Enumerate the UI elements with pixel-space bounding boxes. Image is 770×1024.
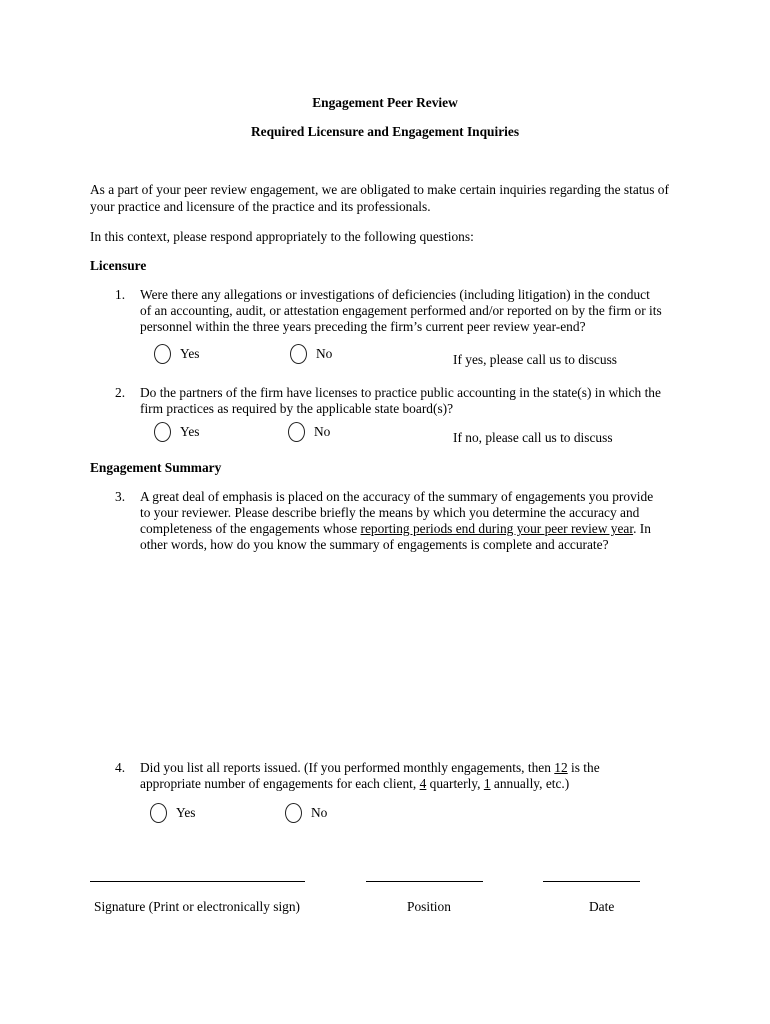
- q4-line1-start: Did you list all reports issued. (If you performed monthly engagements, then: [140, 760, 555, 775]
- q1-no-label: No: [316, 346, 333, 361]
- q2-note: If no, please call us to discuss: [453, 430, 613, 445]
- intro-paragraph: As a part of your peer review engagement, we are obligated to make certain inquiries regarding the status of your practice and licensure of the practice and its professionals.: [90, 182, 669, 214]
- q2-number: 2.: [115, 385, 126, 400]
- q2-no-label: No: [314, 424, 331, 439]
- q4-annual-count: 1: [483, 776, 491, 791]
- q4-line2-start: appropriate number of engagements for each client,: [140, 776, 420, 791]
- q2-yes-radio[interactable]: [154, 422, 171, 442]
- q3-underlined-phrase: reporting periods end during your peer review year: [360, 521, 634, 536]
- q4-yes-radio[interactable]: [150, 803, 167, 823]
- date-line[interactable]: [543, 881, 640, 882]
- q1-line2: of an accounting, audit, or attestation engagement performed and/or reported on by the firm or its: [140, 303, 662, 318]
- q4-monthly-count: 12: [554, 760, 568, 775]
- q4-line2: [140, 776, 569, 792]
- q3-line2: to your reviewer. Please describe briefly the means by which you determine the accuracy and: [140, 505, 640, 520]
- q4-quarterly-count: 4: [419, 776, 427, 791]
- q2-no-radio[interactable]: [288, 422, 305, 442]
- q1-number: 1.: [115, 287, 126, 302]
- q4-yes-label: Yes: [176, 805, 196, 820]
- date-label: Date: [589, 899, 615, 914]
- q2-no-option[interactable]: [288, 422, 330, 442]
- q4-line1: [140, 760, 600, 776]
- page-subtitle: Required Licensure and Engagement Inquiries: [250, 124, 520, 139]
- q3-line4: other words, how do you know the summary of engagements is complete and accurate?: [140, 537, 609, 552]
- q3-line1: A great deal of emphasis is placed on the accuracy of the summary of engagements you provide: [140, 489, 654, 504]
- q4-yes-option[interactable]: [150, 803, 195, 823]
- q1-note: If yes, please call us to discuss: [453, 352, 617, 367]
- q1-yes-option[interactable]: [154, 344, 199, 364]
- q1-line1: Were there any allegations or investigations of deficiencies (including litigation) in the conduct: [140, 287, 650, 302]
- q3-number: 3.: [115, 489, 126, 504]
- q3-line3: [140, 521, 651, 537]
- page-title: Engagement Peer Review: [312, 95, 458, 110]
- q3-line3-end: . In: [633, 521, 651, 536]
- q1-yes-radio[interactable]: [154, 344, 171, 364]
- q4-line2-mid: quarterly,: [426, 776, 484, 791]
- q1-no-option[interactable]: [290, 344, 332, 364]
- position-label: Position: [407, 899, 451, 914]
- licensure-heading: Licensure: [90, 258, 147, 273]
- q4-number: 4.: [115, 760, 126, 775]
- q4-no-radio[interactable]: [285, 803, 302, 823]
- q1-line3: personnel within the three years preceding the firm’s current peer review year-end?: [140, 319, 586, 334]
- q1-yes-label: Yes: [180, 346, 200, 361]
- signature-line[interactable]: [90, 881, 305, 882]
- q2-line2: firm practices as required by the applicable state board(s)?: [140, 401, 454, 416]
- q2-line1: Do the partners of the firm have licenses to practice public accounting in the state(s) in which the: [140, 385, 661, 400]
- q3-answer-area[interactable]: [140, 560, 680, 750]
- q4-no-option[interactable]: [285, 803, 327, 823]
- signature-label: Signature (Print or electronically sign): [94, 899, 301, 914]
- q4-line2-end: annually, etc.): [490, 776, 570, 791]
- q4-line1-end: is the: [567, 760, 600, 775]
- q4-no-label: No: [311, 805, 328, 820]
- q2-yes-option[interactable]: [154, 422, 199, 442]
- q1-no-radio[interactable]: [290, 344, 307, 364]
- engagement-heading: Engagement Summary: [90, 460, 222, 475]
- context-paragraph: In this context, please respond appropriately to the following questions:: [90, 229, 474, 244]
- position-line[interactable]: [366, 881, 483, 882]
- q2-yes-label: Yes: [180, 424, 200, 439]
- q3-line3-start: completeness of the engagements whose: [140, 521, 361, 536]
